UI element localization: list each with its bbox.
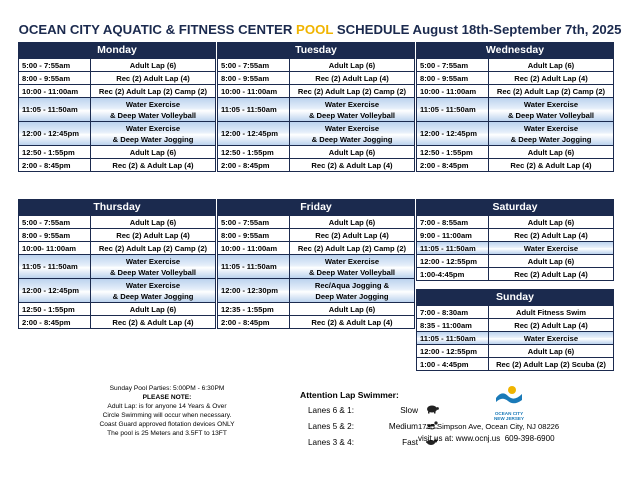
time-cell: 2:00 - 8:45pm — [19, 159, 91, 171]
time-cell: 12:00 - 12:45pm — [218, 122, 290, 145]
activity-cell: Adult Lap (6) — [129, 217, 177, 227]
lane-speed: Slow — [400, 405, 418, 415]
title-prefix: OCEAN CITY AQUATIC & FITNESS CENTER — [18, 22, 293, 37]
logo-line-1: OCEAN CITY — [494, 411, 524, 416]
day-header: Thursday — [19, 200, 215, 215]
time-cell: 12:50 - 1:55pm — [19, 303, 91, 315]
activity-cell: Rec (2) Adult Lap (4) — [514, 73, 588, 83]
lane-row — [300, 402, 442, 418]
activity-cell: Rec (2) Adult Lap (4) — [514, 269, 588, 279]
day-table-thursday — [18, 199, 216, 329]
activity-cell: Rec (2) Adult Lap (2) Camp (2) — [98, 86, 208, 96]
activity-cell: Rec (2) Adult Lap (4) — [514, 320, 588, 330]
lane-speed: Fast — [402, 437, 418, 447]
time-cell: 2:00 - 8:45pm — [218, 159, 290, 171]
activity-line-1: Water Exercise — [125, 123, 181, 133]
day-table-friday — [217, 199, 415, 329]
day-header: Wednesday — [417, 43, 613, 58]
time-cell: 10:00- 11:00am — [19, 242, 91, 254]
activity-cell: Adult Lap (6) — [527, 60, 575, 70]
time-cell: 12:50 - 1:55pm — [417, 146, 489, 158]
activity-cell: Rec (2) & Adult Lap (4) — [311, 317, 393, 327]
activity-cell: Adult Lap (6) — [527, 217, 575, 227]
activity-line-2: & Deep Water Volleyball — [109, 267, 197, 277]
activity-cell — [91, 123, 215, 145]
time-cell: 11:05 - 11:50am — [417, 242, 489, 254]
activity-line-1: Rec/Aqua Jogging & — [314, 280, 390, 290]
activity-cell: Rec (2) Adult Lap (4) — [315, 73, 389, 83]
time-cell: 9:00 - 11:00am — [417, 229, 489, 241]
activity-cell: Adult Lap (6) — [328, 304, 376, 314]
day-table-tuesday — [217, 42, 415, 172]
activity-cell: Rec (2) & Adult Lap (4) — [112, 317, 194, 327]
time-cell: 11:05 - 11:50am — [218, 255, 290, 278]
activity-line-1: Water Exercise — [324, 256, 380, 266]
time-cell: 12:00 - 12:55pm — [417, 255, 489, 267]
time-cell: 7:00 - 8:30am — [417, 306, 489, 318]
time-cell: 5:00 - 7:55am — [218, 216, 290, 228]
activity-cell — [91, 280, 215, 302]
activity-cell — [91, 256, 215, 278]
activity-cell — [290, 99, 414, 121]
logo-wave-icon — [494, 384, 524, 406]
activity-cell: Rec (2) & Adult Lap (4) — [112, 160, 194, 170]
activity-line-2: & Deep Water Jogging — [112, 291, 194, 301]
activity-cell: Rec (2) Adult Lap (2) Scuba (2) — [496, 359, 606, 369]
time-cell: 12:00 - 12:45pm — [19, 279, 91, 302]
please-note-heading: PLEASE NOTE: — [142, 394, 192, 401]
time-cell: 10:00 - 11:00am — [218, 85, 290, 97]
activity-line-1: Water Exercise — [324, 99, 380, 109]
activity-cell: Rec (2) Adult Lap (2) Camp (2) — [297, 86, 407, 96]
activity-cell: Rec (2) & Adult Lap (4) — [510, 160, 592, 170]
activity-cell: Rec (2) Adult Lap (2) Camp (2) — [496, 86, 606, 96]
activity-line-2: & Deep Water Jogging — [311, 134, 393, 144]
time-cell: 11:05 - 11:50am — [19, 98, 91, 121]
day-header: Saturday — [417, 200, 613, 215]
logo-line-2: NEW JERSEY — [493, 416, 525, 421]
lane-numbers: Lanes 6 & 1: — [308, 405, 354, 415]
pool-parties-text: Sunday Pool Parties: 5:00PM - 6:30PM — [109, 385, 225, 392]
time-cell: 12:00 - 12:30pm — [218, 279, 290, 302]
title-suffix: SCHEDULE August 18th-September 7th, 2025 — [336, 22, 622, 37]
activity-cell: Adult Fitness Swim — [515, 307, 587, 317]
activity-cell — [290, 256, 414, 278]
time-cell: 8:00 - 9:55am — [19, 229, 91, 241]
activity-line-2: & Deep Water Volleyball — [308, 110, 396, 120]
activity-cell — [489, 99, 613, 121]
time-cell: 2:00 - 8:45pm — [218, 316, 290, 328]
time-cell: 5:00 - 7:55am — [218, 59, 290, 71]
time-cell: 8:00 - 9:55am — [19, 72, 91, 84]
lane-speed: Medium — [388, 421, 418, 431]
phone-number: 609-398-6900 — [504, 434, 555, 443]
time-cell: 1:00 - 4:45pm — [417, 358, 489, 370]
activity-cell: Adult Lap (6) — [129, 147, 177, 157]
day-table-wednesday — [416, 42, 614, 172]
activity-cell: Adult Lap (6) — [129, 60, 177, 70]
activity-cell: Adult Lap (6) — [328, 60, 376, 70]
lane-numbers: Lanes 3 & 4: — [308, 437, 354, 447]
lane-numbers: Lanes 5 & 2: — [308, 421, 354, 431]
time-cell: 8:00 - 9:55am — [218, 72, 290, 84]
note-line: Adult Lap: is for anyone 14 Years & Over — [107, 403, 227, 410]
address-text: 1735 Simpson Ave, Ocean City, NJ 08226 — [418, 422, 560, 431]
activity-cell — [489, 123, 613, 145]
title-pool-word: POOL — [296, 22, 334, 37]
activity-line-2: Deep Water Jogging — [315, 291, 389, 301]
activity-line-1: Water Exercise — [125, 99, 181, 109]
time-cell: 11:05 - 11:50am — [417, 332, 489, 344]
time-cell: 5:00 - 7:55am — [19, 59, 91, 71]
time-cell: 5:00 - 7:55am — [19, 216, 91, 228]
activity-line-1: Water Exercise — [324, 123, 380, 133]
time-cell: 10:00 - 11:00am — [417, 85, 489, 97]
turtle-icon — [422, 404, 442, 417]
activity-cell: Adult Lap (6) — [328, 217, 376, 227]
activity-cell: Rec (2) Adult Lap (2) Camp (2) — [98, 243, 208, 253]
activity-cell: Rec (2) Adult Lap (4) — [315, 230, 389, 240]
lap-swimmer-heading: Attention Lap Swimmer: — [300, 390, 399, 400]
activity-line-2: & Deep Water Volleyball — [507, 110, 595, 120]
activity-cell — [290, 280, 414, 302]
activity-cell — [290, 123, 414, 145]
time-cell: 12:35 - 1:55pm — [218, 303, 290, 315]
note-line: Coast Guard approved flotation devices ONLY — [99, 421, 235, 428]
activity-cell: Rec (2) & Adult Lap (4) — [311, 160, 393, 170]
activity-cell: Water Exercise — [523, 243, 579, 253]
note-line: Circle Swimming will occur when necessary. — [102, 412, 232, 419]
activity-cell: Rec (2) Adult Lap (4) — [116, 73, 190, 83]
time-cell: 5:00 - 7:55am — [417, 59, 489, 71]
time-cell: 2:00 - 8:45pm — [417, 159, 489, 171]
activity-line-2: & Deep Water Jogging — [510, 134, 592, 144]
activity-line-2: & Deep Water Volleyball — [109, 110, 197, 120]
time-cell: 11:05 - 11:50am — [417, 98, 489, 121]
time-cell: 10:00 - 11:00am — [19, 85, 91, 97]
website-link[interactable]: visit us at: www.ocnj.us — [418, 434, 501, 443]
page-title — [0, 22, 640, 37]
day-header: Sunday — [417, 290, 613, 305]
activity-cell: Adult Lap (6) — [527, 346, 575, 356]
time-cell: 2:00 - 8:45pm — [19, 316, 91, 328]
activity-line-2: & Deep Water Volleyball — [308, 267, 396, 277]
time-cell: 11:05 - 11:50am — [218, 98, 290, 121]
time-cell: 8:35 - 11:00am — [417, 319, 489, 331]
activity-line-1: Water Exercise — [523, 99, 579, 109]
time-cell: 10:00 - 11:00am — [218, 242, 290, 254]
activity-cell: Rec (2) Adult Lap (4) — [514, 230, 588, 240]
activity-line-2: & Deep Water Jogging — [112, 134, 194, 144]
activity-cell: Adult Lap (6) — [328, 147, 376, 157]
day-header: Monday — [19, 43, 215, 58]
time-cell: 1:00-4:45pm — [417, 268, 489, 280]
activity-line-1: Water Exercise — [125, 256, 181, 266]
activity-cell — [91, 99, 215, 121]
day-table-monday — [18, 42, 216, 172]
day-table-sunday — [416, 289, 614, 371]
activity-cell: Adult Lap (6) — [129, 304, 177, 314]
time-cell: 12:00 - 12:55pm — [417, 345, 489, 357]
activity-line-1: Water Exercise — [523, 123, 579, 133]
time-cell: 7:00 - 8:55am — [417, 216, 489, 228]
day-table-saturday — [416, 199, 614, 281]
activity-cell: Rec (2) Adult Lap (4) — [116, 230, 190, 240]
time-cell: 12:50 - 1:55pm — [19, 146, 91, 158]
time-cell: 12:00 - 12:45pm — [417, 122, 489, 145]
day-header: Friday — [218, 200, 414, 215]
time-cell: 11:05 - 11:50am — [19, 255, 91, 278]
activity-cell: Adult Lap (6) — [527, 256, 575, 266]
time-cell: 12:00 - 12:45pm — [19, 122, 91, 145]
time-cell: 8:00 - 9:55am — [218, 229, 290, 241]
contact-info — [418, 421, 559, 445]
activity-cell: Rec (2) Adult Lap (2) Camp (2) — [297, 243, 407, 253]
pool-notes — [92, 384, 242, 438]
activity-line-1: Water Exercise — [125, 280, 181, 290]
note-line: The pool is 25 Meters and 3.5FT to 13FT — [107, 430, 227, 437]
time-cell: 8:00 - 9:55am — [417, 72, 489, 84]
activity-cell: Adult Lap (6) — [527, 147, 575, 157]
ocean-city-logo — [488, 384, 530, 421]
day-header: Tuesday — [218, 43, 414, 58]
time-cell: 12:50 - 1:55pm — [218, 146, 290, 158]
activity-cell: Water Exercise — [523, 333, 579, 343]
